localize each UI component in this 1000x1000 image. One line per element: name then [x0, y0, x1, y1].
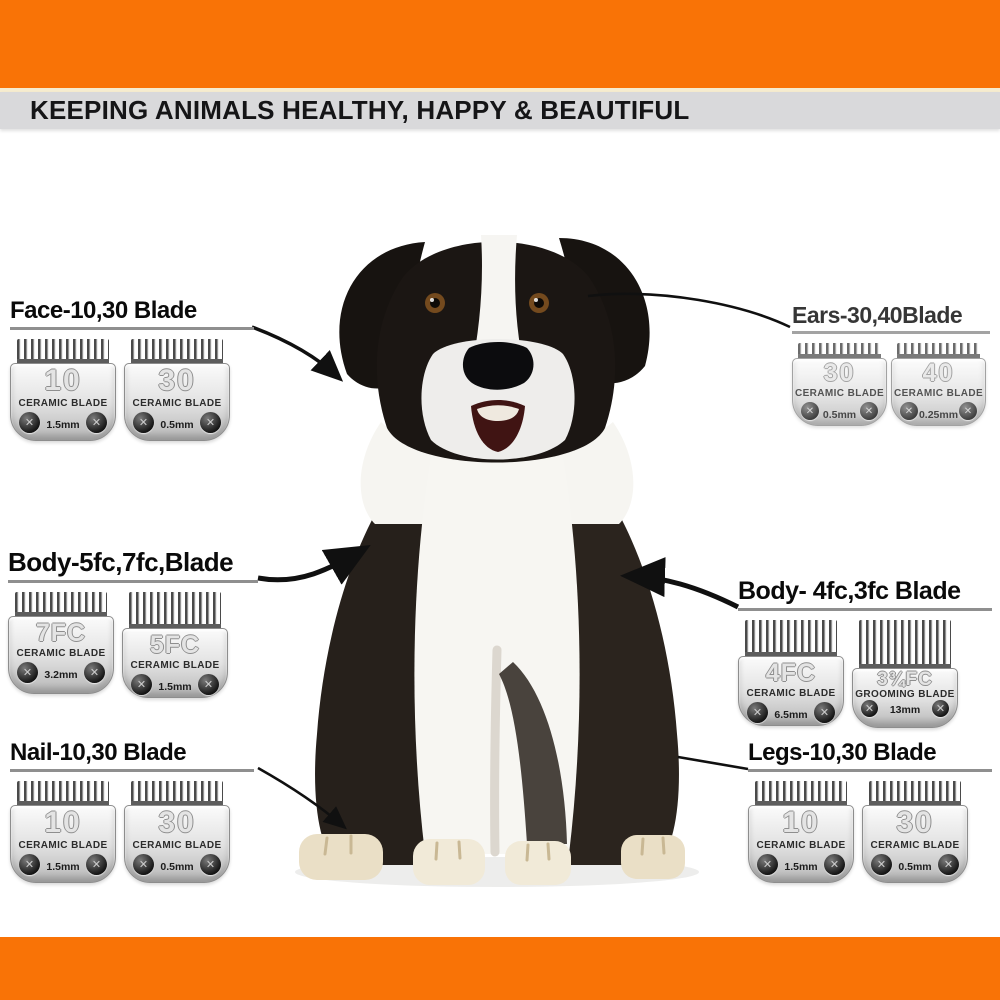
screw-icon: ✕ [871, 854, 892, 875]
blade-teeth [859, 620, 951, 668]
dog-photo [285, 222, 709, 898]
blade-number: 30 [158, 364, 196, 398]
group-label: Nail-10,30 Blade [10, 739, 187, 766]
clipper-blade-30 [124, 781, 230, 883]
screw-icon: ✕ [860, 402, 878, 420]
screw-icon: ✕ [84, 662, 105, 683]
blade-teeth [798, 343, 881, 358]
clipper-blade-30 [792, 343, 887, 426]
blade-teeth [745, 620, 837, 656]
blade-teeth [17, 781, 109, 805]
clipper-blade-10 [10, 339, 116, 441]
callout-group-ears [792, 303, 990, 426]
group-label: Ears-30,40Blade [792, 302, 963, 328]
body-left-callout-arrow [258, 550, 362, 580]
blade-name: CERAMIC BLADE [18, 840, 108, 852]
ears-callout-line [588, 294, 790, 327]
clipper-blade-7fc [8, 592, 114, 698]
blade-number: 10 [44, 806, 82, 840]
clipper-blade-4fc [738, 620, 844, 728]
callout-group-body-right [738, 578, 992, 728]
screw-icon: ✕ [801, 402, 819, 420]
group-label: Body- 4fc,3fc Blade [738, 577, 961, 605]
blade-name: GROOMING BLADE [855, 689, 955, 701]
screw-icon: ✕ [938, 854, 959, 875]
blade-size: 3.2mm [44, 669, 78, 682]
dog-body [315, 416, 679, 865]
clipper-blade-10 [10, 781, 116, 883]
screw-icon: ✕ [814, 702, 835, 723]
group-label: Body-5fc,7fc,Blade [8, 547, 234, 577]
blade-teeth [15, 592, 107, 616]
dog-shadow [295, 857, 699, 887]
clipper-blade-10 [748, 781, 854, 883]
blade-size: 1.5mm [158, 681, 192, 694]
callout-group-face [10, 298, 254, 441]
blade-teeth [897, 343, 980, 358]
blade-teeth [17, 339, 109, 363]
legs-callout-line [678, 757, 748, 769]
blade-teeth [131, 781, 223, 805]
blade-teeth [755, 781, 847, 805]
blade-number: 40 [922, 359, 955, 388]
screw-icon: ✕ [198, 674, 219, 695]
label-underline [10, 769, 254, 772]
blade-teeth [869, 781, 961, 805]
blade-size: 0.5mm [898, 861, 932, 874]
label-underline [738, 608, 992, 611]
screw-icon: ✕ [747, 702, 768, 723]
blade-size: 0.25mm [918, 409, 959, 422]
bottom-orange-band [0, 937, 1000, 1000]
blade-name: CERAMIC BLADE [132, 398, 222, 410]
screw-icon: ✕ [86, 854, 107, 875]
blade-name: CERAMIC BLADE [130, 660, 220, 672]
face-callout-arrow [252, 327, 338, 377]
screw-icon: ✕ [17, 662, 38, 683]
screw-icon: ✕ [200, 412, 221, 433]
blade-size: 0.5mm [160, 861, 194, 874]
blade-number: 30 [158, 806, 196, 840]
blade-size: 1.5mm [46, 419, 80, 432]
clipper-blade-30 [124, 339, 230, 441]
dog-head [339, 235, 649, 463]
screw-icon: ✕ [19, 854, 40, 875]
screw-icon: ✕ [757, 854, 778, 875]
group-label: Legs-10,30 Blade [748, 739, 937, 766]
screw-icon: ✕ [133, 854, 154, 875]
label-underline [10, 327, 254, 330]
blade-name: CERAMIC BLADE [756, 840, 846, 852]
screw-icon: ✕ [19, 412, 40, 433]
dog-paws [299, 834, 685, 885]
screw-icon: ✕ [131, 674, 152, 695]
screw-icon: ✕ [932, 700, 949, 717]
label-underline [748, 769, 992, 772]
nail-callout-line [258, 768, 343, 826]
blade-name: CERAMIC BLADE [794, 388, 885, 400]
blade-number: 5FC [149, 631, 201, 660]
blade-size: 6.5mm [774, 709, 808, 722]
screw-icon: ✕ [824, 854, 845, 875]
blade-teeth [129, 592, 221, 628]
blade-size: 1.5mm [784, 861, 818, 874]
blade-number: 30 [896, 806, 934, 840]
blade-number: 10 [44, 364, 82, 398]
blade-number: 10 [782, 806, 820, 840]
label-underline [8, 580, 258, 583]
blade-size: 0.5mm [822, 409, 857, 422]
callout-group-legs [748, 740, 992, 883]
screw-icon: ✕ [959, 402, 977, 420]
blade-size: 1.5mm [46, 861, 80, 874]
screw-icon: ✕ [133, 412, 154, 433]
blade-number: 30 [823, 359, 856, 388]
group-label: Face-10,30 Blade [10, 297, 197, 324]
screw-icon: ✕ [200, 854, 221, 875]
clipper-blade-5fc [122, 592, 228, 698]
blade-name: CERAMIC BLADE [870, 840, 960, 852]
body-right-callout-arrow [630, 576, 738, 607]
clipper-blade-3-3-4fc [852, 620, 958, 728]
blade-size: 13mm [889, 704, 921, 717]
clipper-blade-30 [862, 781, 968, 883]
blade-name: CERAMIC BLADE [132, 840, 222, 852]
label-underline [792, 331, 990, 334]
blade-number: 7FC [35, 619, 87, 648]
headline-text: KEEPING ANIMALS HEALTHY, HAPPY & BEAUTIFUL [30, 95, 690, 125]
callout-group-nail [10, 740, 254, 883]
screw-icon: ✕ [861, 700, 878, 717]
top-orange-band [0, 0, 1000, 88]
screw-icon: ✕ [86, 412, 107, 433]
screw-icon: ✕ [900, 402, 918, 420]
callout-group-body-left [8, 549, 258, 698]
blade-number: 3¾FC [877, 669, 933, 691]
blade-name: CERAMIC BLADE [746, 688, 836, 700]
blade-name: CERAMIC BLADE [16, 648, 106, 660]
blade-teeth [131, 339, 223, 363]
blade-size: 0.5mm [160, 419, 194, 432]
clipper-blade-40 [891, 343, 986, 426]
blade-name: CERAMIC BLADE [18, 398, 108, 410]
blade-number: 4FC [765, 659, 817, 688]
headline-banner [0, 92, 1000, 129]
blade-name: CERAMIC BLADE [893, 388, 984, 400]
